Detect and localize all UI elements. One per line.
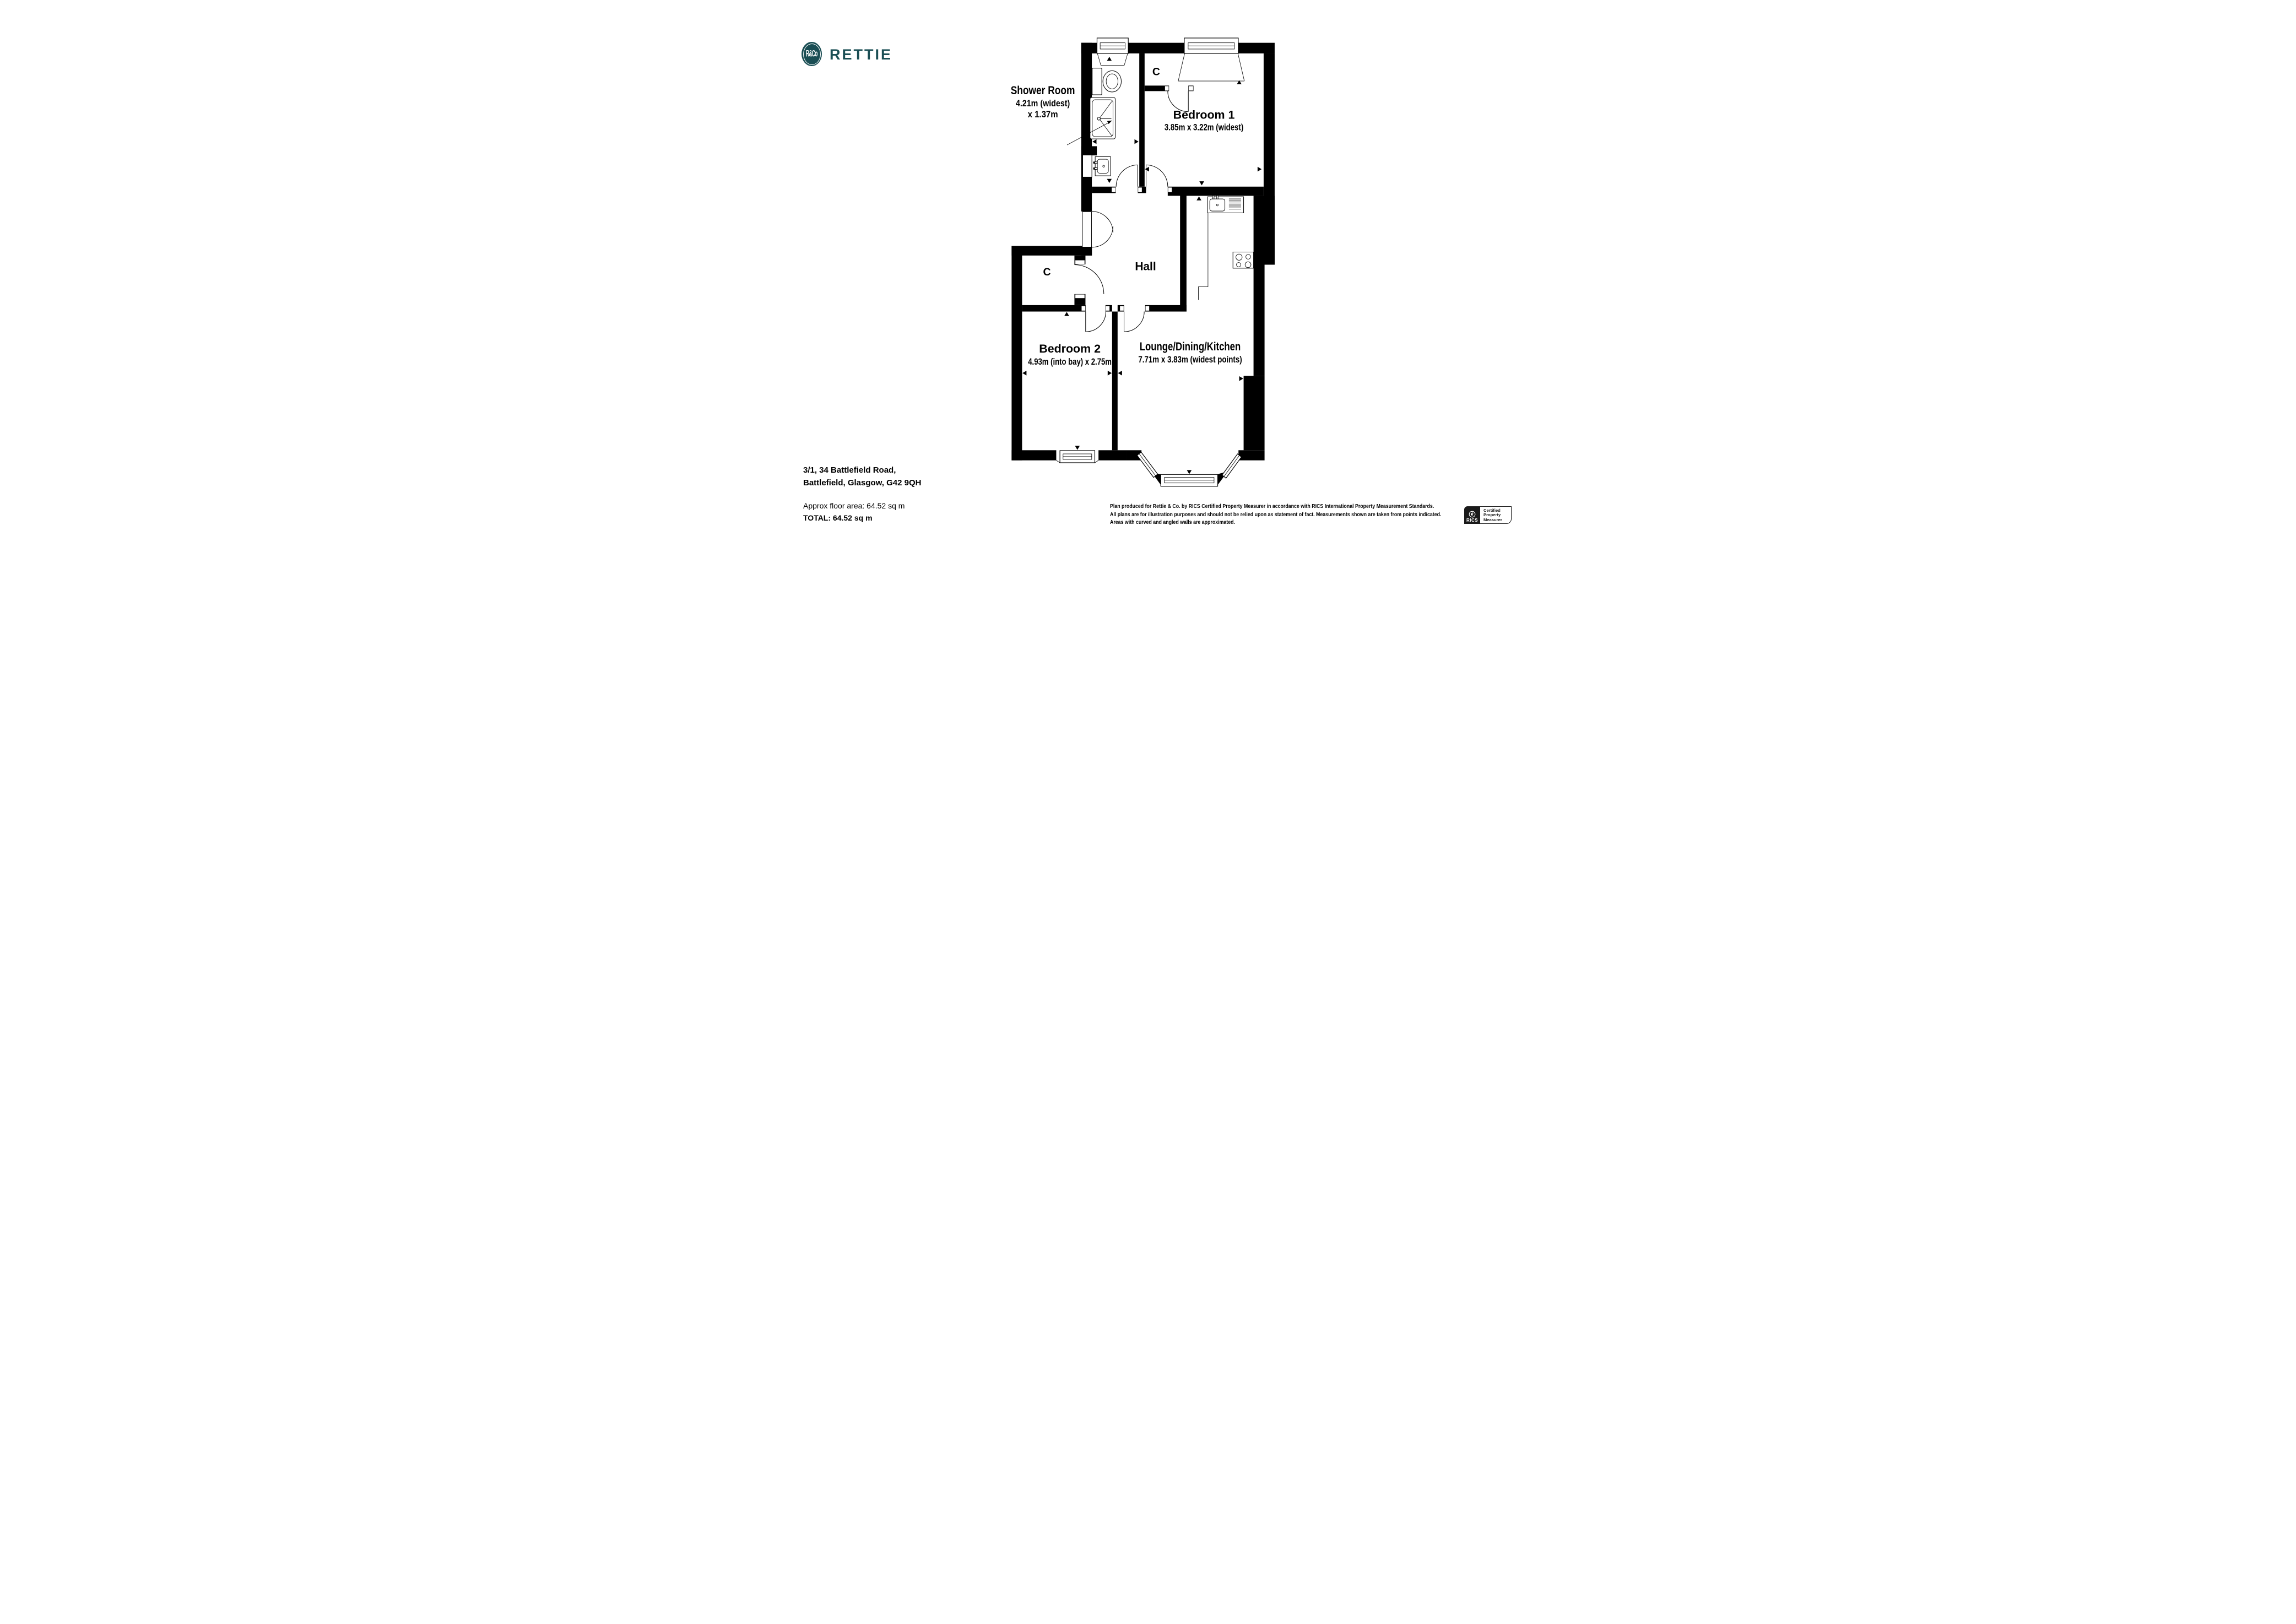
rics-wordmark: RICS: [1466, 518, 1479, 523]
bedroom1-window: [1178, 38, 1244, 81]
bedroom1-door: [1146, 165, 1168, 186]
shower-door: [1116, 165, 1138, 186]
hob-icon: [1233, 252, 1253, 268]
arrow-left-bedroom1: [1145, 167, 1149, 172]
logo-wordmark: RETTIE: [830, 46, 893, 63]
shower-room-dims2: x 1.37m: [1027, 109, 1058, 120]
arrow-down-bedroom1: [1199, 181, 1204, 185]
shower-tray-icon: [1090, 98, 1115, 139]
bedroom2-door: [1086, 312, 1106, 332]
arrow-down-bay-window: [1187, 470, 1192, 474]
lounge-door: [1124, 312, 1144, 332]
wash-basin-icon: [1082, 155, 1111, 177]
arrow-left-bedroom2: [1022, 371, 1026, 376]
arrow-up-shower-window: [1107, 57, 1112, 61]
bay-window: [1137, 452, 1241, 486]
disclaimer-line3: Areas with curved and angled walls are approximated.: [1110, 519, 1235, 526]
arrow-right-shower: [1134, 139, 1138, 144]
address-line1: 3/1, 34 Battlefield Road,: [803, 465, 896, 475]
arrow-right-bedroom2: [1108, 371, 1112, 376]
floor-area-total: TOTAL: 64.52 sq m: [803, 513, 873, 523]
rettie-logo-icon: [802, 42, 822, 66]
kitchen-sink-icon: [1207, 194, 1243, 213]
cert-line2: Property: [1483, 512, 1501, 518]
shower-room-dims1: 4.21m (widest): [1015, 98, 1070, 109]
disclaimer: [1110, 503, 1441, 527]
lounge-label: Lounge/Dining/Kitchen: [1139, 339, 1241, 353]
room-labels: [1011, 66, 1243, 367]
bedroom1-label: Bedroom 1: [1173, 108, 1235, 122]
arrow-right-bedroom1: [1258, 167, 1261, 172]
floor-area-approx: Approx floor area: 64.52 sq m: [803, 501, 905, 510]
disclaimer-line2: All plans are for illustration purposes and should not be relied upon as statement of fact. Measurements shown are taken from points indicated.: [1110, 511, 1442, 518]
arrow-up-bedroom2: [1064, 312, 1069, 316]
address-line2: Battlefield, Glasgow, G42 9QH: [803, 478, 922, 488]
worktop-icon: [1199, 213, 1208, 300]
arrow-up-kitchen: [1196, 196, 1201, 200]
closet2-label: C: [1043, 266, 1051, 278]
fixtures: [1082, 68, 1253, 300]
arrow-left-lounge: [1118, 371, 1122, 376]
cert-line3: Measurer: [1483, 517, 1502, 522]
bedroom2-dims: 4.93m (into bay) x 2.75m: [1028, 356, 1112, 367]
floorplan-drawing: [1009, 26, 1277, 498]
shower-room-label: Shower Room: [1010, 84, 1075, 98]
arrow-right-lounge: [1239, 376, 1243, 381]
rics-logo-box: [1464, 506, 1480, 524]
rics-cert-box: [1480, 506, 1512, 524]
toilet-icon: [1092, 68, 1122, 95]
arrow-down-bedroom2-window: [1075, 446, 1080, 450]
closet1-label: C: [1152, 66, 1160, 78]
arrow-down-shower: [1107, 179, 1112, 183]
lounge-dims: 7.71m x 3.83m (widest points): [1138, 354, 1242, 365]
bedroom1-dims: 3.85m x 3.22m (widest): [1164, 122, 1244, 133]
floorplan-page: [765, 0, 1531, 542]
property-address: [803, 464, 922, 489]
hall-closet-door: [1074, 265, 1103, 294]
disclaimer-line1: Plan produced for Rettie & Co. by RICS Certified Property Measurer in accordance with RICS International Property Measurement Standards.: [1110, 504, 1434, 510]
arrow-left-shower: [1092, 139, 1096, 144]
entrance-double-door: [1082, 212, 1113, 247]
bedroom2-window: [1056, 451, 1098, 463]
rics-badge: [1464, 506, 1512, 524]
cert-line1: Certified: [1483, 507, 1501, 513]
rics-lion-icon: [1469, 511, 1476, 518]
bedroom2-label: Bedroom 2: [1039, 342, 1101, 355]
logo-monogram: R&Co: [806, 48, 817, 59]
rettie-logo: [802, 42, 892, 66]
shower-window: [1097, 38, 1128, 66]
floor-area-block: [803, 500, 905, 524]
hall-label: Hall: [1135, 259, 1156, 273]
